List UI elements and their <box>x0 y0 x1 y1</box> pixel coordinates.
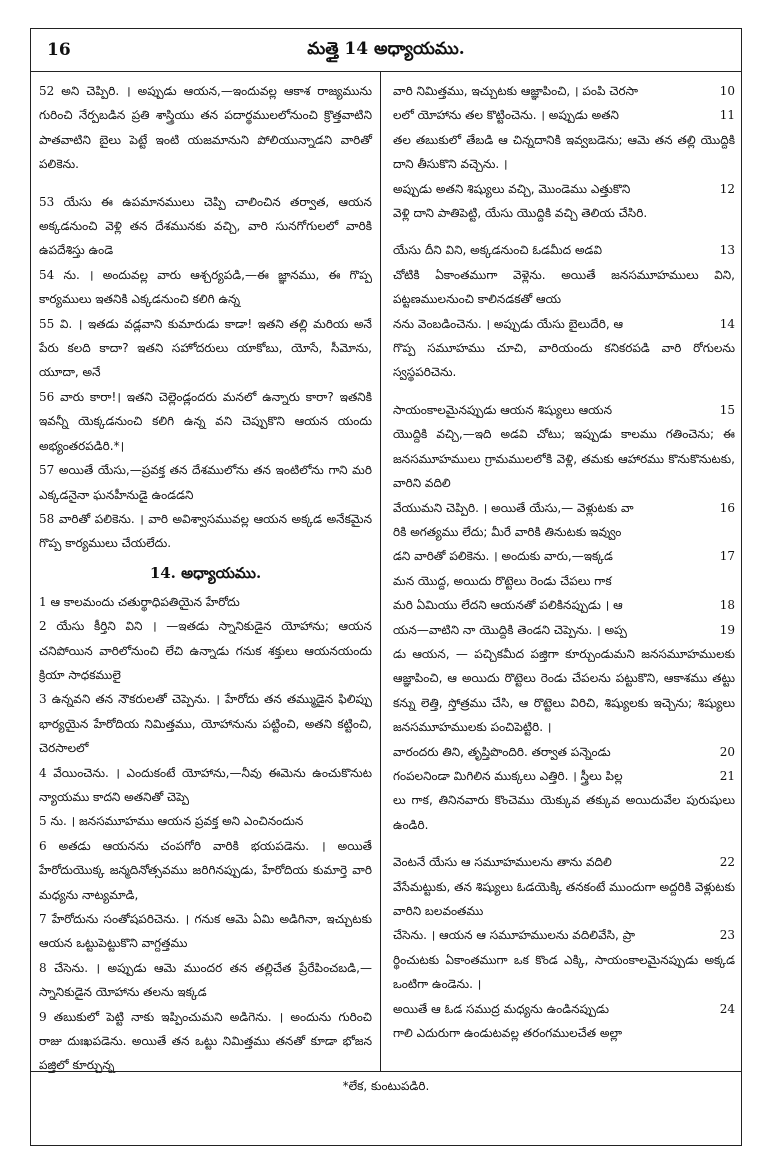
verse <box>393 875 735 924</box>
verse <box>393 128 735 177</box>
verse-text: ర్థించుటకు ఏకాంతముగా ఒక కొండ ఎక్కి, సాయంకాలమైనప్పుడు అక్కడ ఒంటిగా ఉండెను. । <box>393 952 735 992</box>
verse-text: లలో యోహాను తల కొట్టించెను. । అప్పుడు అతని <box>393 108 619 123</box>
verse <box>39 458 372 507</box>
verse-text: మరి ఏమియు లేదని ఆయనతో పలికినప్పుడు । ఆ <box>393 598 623 613</box>
verse <box>393 997 735 1021</box>
verse-number: 2 <box>39 619 47 634</box>
verse-text: డని వారితో పలికెను. । అందుకు వారు,—ఇక్కడ <box>393 549 613 564</box>
verse <box>393 263 735 312</box>
verse-text: వారు కారా!। ఇతని చెల్లెండ్లందరు మనలో ఉన్నారు కారా? ఇతనికి ఇవన్నీ యెక్కడనుంచి కలిగి ఉన్న వని చెప్పుకొని ఆయన యందు అభ్యంతరపడిరి.*। <box>39 389 372 453</box>
verse-number: 57 <box>39 463 55 478</box>
verse-text: తల తబుకులో తేబడి ఆ చిన్నదానికి ఇవ్వబడెను; ఆమె తన తల్లి యొద్దికి దాని తీసుకొని వచ్చెను. । <box>393 132 735 172</box>
verse-text: చేసెను. । అప్పుడు ఆమె ముందర తన తల్లిచేత ప్రేరేపించబడి,—స్నానికుడైన యోహాను తలను ఇక్కడ <box>39 960 372 1000</box>
verse-text: యొద్దికి వచ్చి,—ఇది అడవి చోటు; ఇప్పుడు కాలము గతించెను; ఈ జనసమూహములు గ్రామములలోకి వెళ్లి, తమకు ఆహారము కొనుకొనుటకు, వారిని వదిలి <box>393 427 735 491</box>
verse-number: 20 <box>719 744 735 759</box>
verse-text: వేయుమని చెప్పిరి. । అయితే యేసు,— వెళ్లుటకు వా <box>393 500 634 515</box>
page-frame <box>30 28 742 1146</box>
verse-number: 4 <box>39 765 47 780</box>
verse-text: సాయంకాలమైనప్పుడు ఆయన శిష్యులు ఆయన <box>393 402 613 417</box>
verse-text: వారి నిమిత్తము, ఇచ్చుటకు ఆజ్ఞాపించి, । పంపి చెరసా <box>393 84 638 98</box>
verse-text: వేయించెను. । ఎందుకంటే యోహాను,—నీవు ఈమెను ఉంచుకొనుట న్యాయము కాదని అతనితో చెప్పె <box>39 765 372 804</box>
verse-text: అతడు ఆయనను చంపగోరి వారికి భయపడెను. । అయితే హేరోదుయొక్క జన్మదినోత్సవము జరిగినప్పుడు, హేరోదియ కుమార్తె వారి మధ్యను నాట్యమాడి, <box>39 838 372 902</box>
verse-text: రికి అగత్యము లేదు; మీరే వారికి తినుటకు ఇవ్వుం <box>393 524 622 539</box>
verse <box>393 618 735 642</box>
verse-number: 8 <box>39 960 47 975</box>
verse <box>393 398 735 422</box>
verse-text: చేసెను. । ఆయన ఆ సమూహములను వదిలివేసి, ప్రా <box>393 928 636 943</box>
footnote: *లేక, కుంటుపడిరి. <box>342 1079 430 1093</box>
page-title: మత్తై 14 అధ్యాయము. <box>307 39 465 59</box>
verse-number: 14 <box>719 316 735 331</box>
verse <box>393 422 735 495</box>
verse <box>39 834 372 907</box>
verse <box>39 385 372 458</box>
verse <box>393 238 735 262</box>
verse <box>393 201 735 225</box>
verse-text: వెళ్లి దాని పాతిపెట్టి, యేసు యొద్దికి వచ్చి తెలియ చేసిరి. <box>393 206 648 221</box>
verse <box>393 740 735 764</box>
verse-number: 53 <box>39 194 55 209</box>
verse-text: ఉన్నవని తన నౌకరులతో చెప్పెను. । హేరోదు తన తమ్ముడైన ఫిలిప్పు భార్యయైన హేరోదియ నిమిత్తము, యోహానును పట్టించి, అతని కట్టించి, చెరసాలలో <box>39 692 372 756</box>
verse <box>39 907 372 956</box>
verse-number: 1 <box>39 594 47 609</box>
verse <box>39 590 372 614</box>
verse <box>39 956 372 1005</box>
verse <box>393 520 735 544</box>
verse-text: యేసు దీని విని, అక్కడనుంచి ఓడమీద అడవి <box>393 243 602 258</box>
verse-text: గాలి ఎదురుగా ఉండుటవల్ల తరంగములచేత అల్లా <box>393 1026 623 1041</box>
page-header <box>31 29 741 72</box>
verse <box>39 507 372 556</box>
verse-number: 6 <box>39 838 47 853</box>
verse <box>393 764 735 788</box>
verse-text: అయితే యేసు,—ప్రవక్త తన దేశములోను తన ఇంటిలోను గాని మరి ఎక్కడనైనా ఘనహీనుడై ఉండడని <box>39 463 372 502</box>
verse <box>393 569 735 593</box>
verse <box>39 687 372 760</box>
verse-text: గొప్ప సమూహము చూచి, వారియందు కనికరపడి వారి రోగులను స్వస్థపరిచెను. <box>393 341 735 380</box>
verse <box>393 312 735 336</box>
verse-text: వారందరు తిని, తృప్తిపొందిరి. తర్వాత పన్నెండు <box>393 744 611 759</box>
verse-number: 22 <box>719 855 735 870</box>
verse-text: యేసు ఈ ఉపమానములు చెప్పి చాలించిన తర్వాత, ఆయన అక్కడనుంచి వెళ్లి తన దేశమునకు వచ్చి, వారి సునగోగులలో వారికి ఉపదేశిస్తు ఉండె <box>39 194 372 258</box>
verse-text: తబుకులో పెట్టి నాకు ఇప్పించుమని అడిగెను. । అందును గురించి రాజు దుఃఖపడెను. అయితే తన ఒట్టు నిమిత్తము తనతో కూడా భోజన పజ్తిలో కూర్చున్న <box>39 1009 372 1073</box>
verse <box>393 103 735 127</box>
verse-text: లు గాక, తినినవారు కొంచెము యెక్కువ తక్కువ అయిదువేల పురుషులు ఉండిరి. <box>393 793 735 832</box>
verse-number: 13 <box>719 243 735 258</box>
verse-number: 24 <box>719 1001 735 1016</box>
verse <box>393 544 735 568</box>
verse-number: 19 <box>719 622 735 637</box>
chapter-heading: 14. అధ్యాయము. <box>149 563 262 582</box>
verse-number: 9 <box>39 1009 47 1024</box>
verse-text: ఆ కాలమందు చతుర్థాధిపతియైన హేరోదు <box>50 594 240 609</box>
verse <box>39 312 372 385</box>
verse-text: నను వెంబడించెను. । అప్పుడు యేసు బైలుదేరి, ఆ <box>393 316 624 331</box>
verse-number: 15 <box>719 402 735 417</box>
verse <box>39 614 372 687</box>
verse-text: చోటికి ఏకాంతముగా వెళ్లెను. అయితే జనసమూహములు విని, పట్టణములనుంచి కాలినడకతో ఆయ <box>393 267 735 307</box>
verse <box>393 336 735 385</box>
verse-text: ను. । అందువల్ల వారు ఆశ్చర్యపడి,—ఈ జ్ఞానము, ఈ గొప్ప కార్యములు ఇతనికి ఎక్కడనుంచి కలిగి ఉన్న <box>39 267 372 307</box>
verse <box>393 948 735 997</box>
verse-text: యన—వాటిని నా యొద్దికి తెండని చెప్పెను. । అప్ప <box>393 622 627 637</box>
verse <box>393 642 735 740</box>
verse-number: 11 <box>719 108 735 123</box>
verse-text: హేరోదును సంతోషపరిచెను. । గనుక ఆమె ఏమి అడిగినా, ఇచ్చుటకు ఆయన ఒట్టుపెట్టుకొని వాగ్దత్తము <box>39 912 372 951</box>
verse <box>39 79 372 177</box>
verse-number: 5 <box>39 814 47 829</box>
verse-text: అప్పుడు అతని శిష్యులు వచ్చి, మొండెము ఎత్తుకొని <box>393 181 631 196</box>
verse-number: 21 <box>719 768 735 783</box>
verse-text: వి. । ఇతడు వడ్లవాని కుమారుడు కాడా! ఇతని తల్లి మరియ అనే పేరు కలది కాదా? ఇతని సహోదరులు యాకోబు, యోసే, సీమోను, యూదా, అనే <box>39 316 372 380</box>
verse <box>393 177 735 201</box>
verse-text: వెంటనే యేసు ఆ సమూహములను తాను వదిలి <box>393 855 612 870</box>
verse <box>39 190 372 263</box>
page-number: 16 <box>47 40 71 60</box>
verse-number: 17 <box>719 549 735 564</box>
verse-text: వేసేమట్టుకు, తన శిష్యులు ఓడయెక్కి తనకంటే ముందుగా అద్దరికి వెళ్లుటకు వారిని బలవంతము <box>393 879 735 918</box>
verse <box>393 923 735 947</box>
verse-text: డు ఆయన, — పచ్చికమీద పజ్తిగా కూర్చుండుమని జనసమూహములకు ఆజ్ఞాపించి, ఆ అయిదు రొట్టెలు రెండు చేపలను పట్టుకొని, ఆకాశము తట్టు కన్ను లెత్తి, స్తోత్రము చేసి, ఆ రొట్టెలు విరిచి, శిష్యులకు ఇచ్చెను; శిష్యులు జనసమూహములకు పంచిపెట్టిరి. । <box>393 646 735 735</box>
left-column <box>39 79 372 1078</box>
verse <box>39 1005 372 1078</box>
verse-text: అయితే ఆ ఓడ సముద్ర మధ్యను ఉండినప్పుడు <box>393 1001 610 1016</box>
verse <box>393 496 735 520</box>
verse-number: 3 <box>39 692 47 707</box>
verse-number: 56 <box>39 389 55 404</box>
verse-number: 10 <box>719 84 735 98</box>
verse <box>393 79 735 103</box>
verse <box>393 1021 735 1045</box>
verse-text: వారితో పలికెను. । వారి అవిశ్వాసమువల్ల ఆయన అక్కడ అనేకమైన గొప్ప కార్యములు చేయలేదు. <box>39 511 372 551</box>
verse-number: 23 <box>719 928 735 943</box>
verse-number: 7 <box>39 912 47 926</box>
verse-number: 58 <box>39 511 55 526</box>
verse <box>39 263 372 312</box>
verse <box>39 809 372 833</box>
verse-number: 55 <box>39 316 55 331</box>
verse-text: ను. । జనసమూహము ఆయన ప్రవక్త అని ఎంచినందున <box>50 814 304 829</box>
verse-text: అని చెప్పిరి. । అప్పుడు ఆయన,—ఇందువల్ల ఆకాశ రాజ్యమును గురించి నేర్పబడిన ప్రతి శాస్త్రియు తన పదార్థములలోనుంచి క్రొత్తవాటిని పాతవాటిని బైలు పెట్టే ఇంటి యజమానుని పోలియున్నాడని వారితో పలికెను. <box>39 84 372 172</box>
verse-text: యేసు కీర్తిని విని । —ఇతడు స్నానికుడైన యోహాను; ఆయన చనిపోయిన వారిలోనుంచి లేచి ఉన్నాడు గనుక శక్తులు ఆయనయందు క్రియా సాధకములై <box>39 619 372 682</box>
verse-text: గంపలనిండా మిగిలిన ముక్కలు ఎత్తిరి. । స్త్రీలు పిల్ల <box>393 768 623 783</box>
verse-number: 52 <box>39 84 55 98</box>
verse <box>39 761 372 810</box>
verse-number: 12 <box>719 181 735 196</box>
verse <box>393 788 735 837</box>
verse <box>393 850 735 874</box>
verse-number: 54 <box>39 267 55 282</box>
verse-number: 16 <box>719 500 735 515</box>
verse <box>393 593 735 617</box>
right-column <box>393 79 735 1045</box>
verse-number: 18 <box>719 598 735 613</box>
footnote-rule <box>31 1071 741 1072</box>
column-divider <box>380 71 381 1071</box>
verse-text: మన యొద్ద, అయిదు రొట్టెలు రెండు చేపలు గాక <box>393 573 612 588</box>
